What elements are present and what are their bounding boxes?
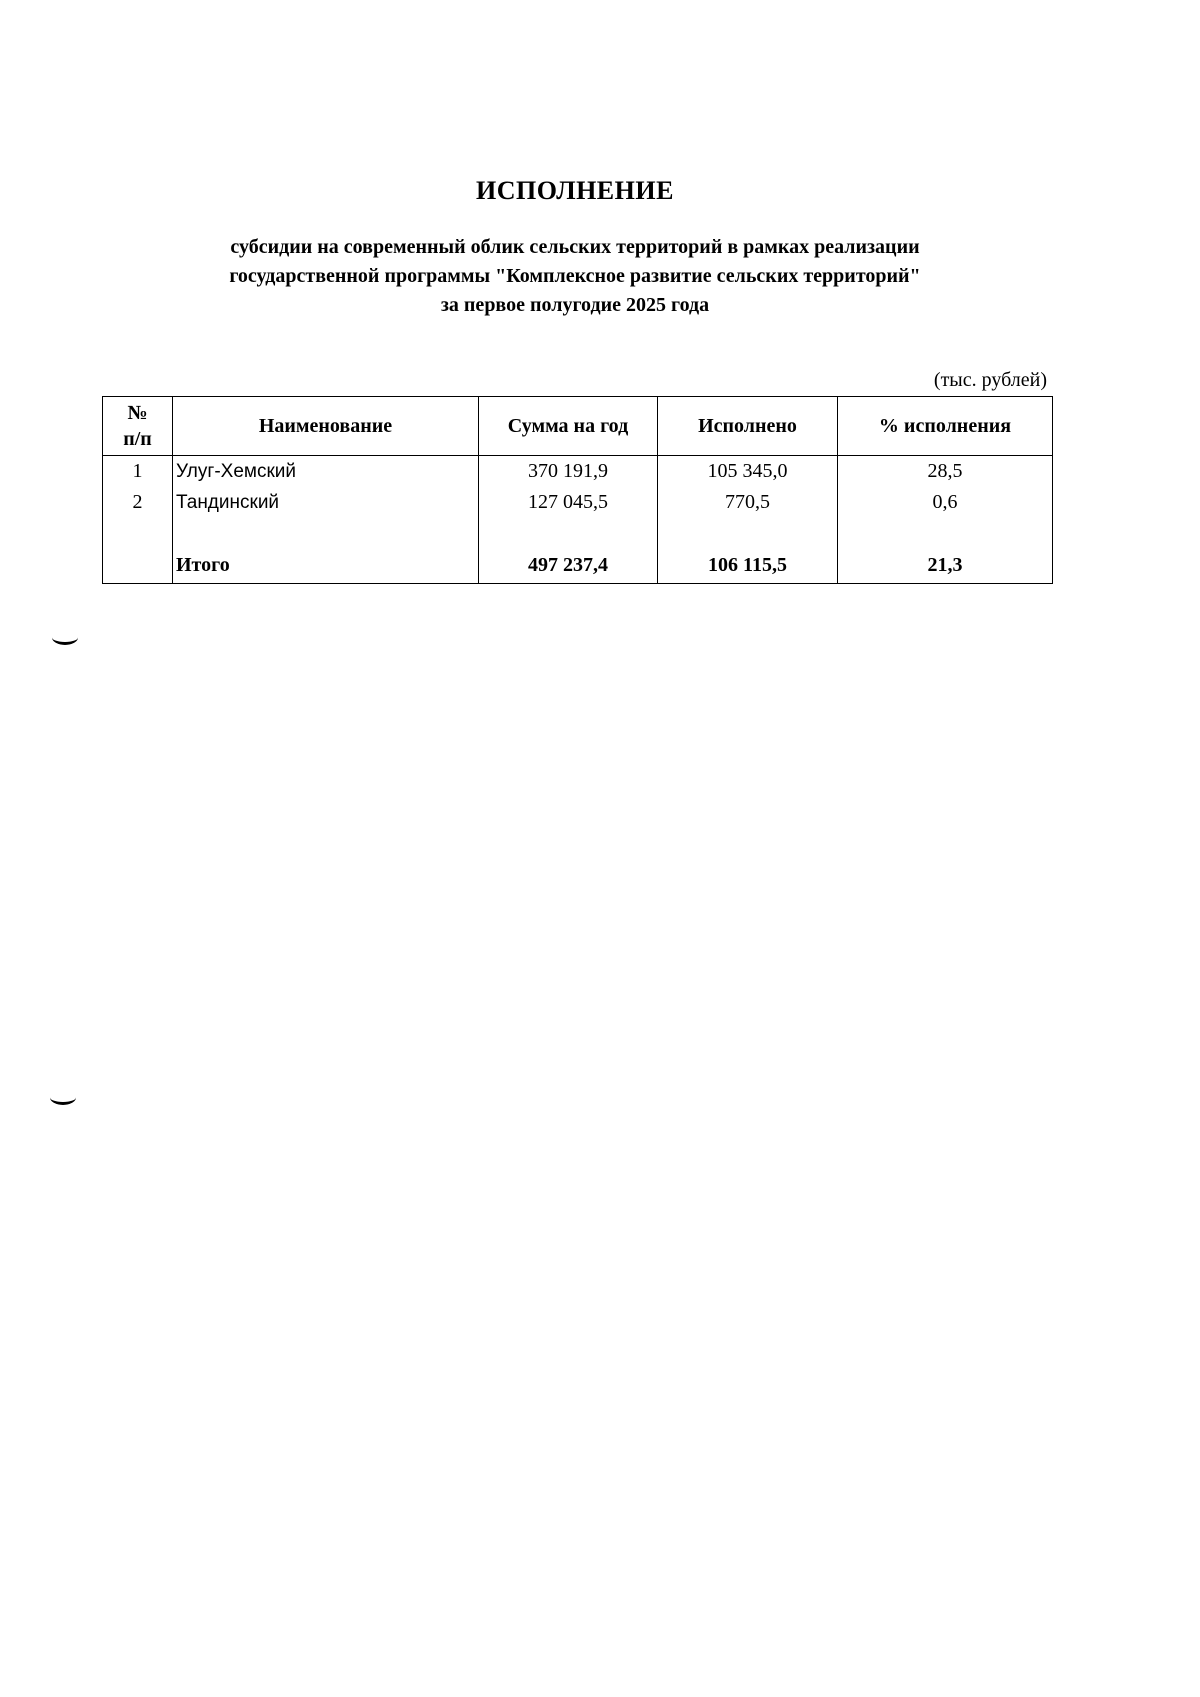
table-row <box>103 456 1053 488</box>
table-spacer-row <box>103 518 1053 548</box>
total-name: Итого <box>173 548 479 584</box>
header-year-sum: Сумма на год <box>479 397 658 456</box>
scan-mark <box>52 630 78 645</box>
total-done: 106 115,5 <box>658 548 838 584</box>
header-num-line2: п/п <box>123 428 152 450</box>
row-done: 105 345,0 <box>658 456 838 488</box>
row-pct: 0,6 <box>838 487 1053 518</box>
row-pct: 28,5 <box>838 456 1053 488</box>
document-title: ИСПОЛНЕНИЕ <box>476 176 674 205</box>
header-pct: % исполнения <box>838 397 1053 456</box>
header-done: Исполнено <box>658 397 838 456</box>
subtitle-line-2: государственной программы "Комплексное развитие сельских территорий" <box>229 265 921 287</box>
table-header-row <box>103 397 1053 456</box>
execution-table <box>102 396 1053 584</box>
table-row <box>103 487 1053 518</box>
subtitle-line-1: субсидии на современный облик сельских территорий в рамках реализации <box>230 236 920 258</box>
row-name: Улуг-Хемский <box>173 456 479 488</box>
row-name: Тандинский <box>173 487 479 518</box>
row-num: 1 <box>103 456 173 488</box>
scan-mark <box>50 1090 76 1105</box>
subtitle-line-3: за первое полугодие 2025 года <box>440 294 710 316</box>
header-num <box>103 397 173 456</box>
header-num-line1: № <box>127 402 148 424</box>
row-year-sum: 127 045,5 <box>479 487 658 518</box>
document-subtitle <box>0 233 1150 320</box>
unit-note: (тыс. рублей) <box>933 369 1047 391</box>
row-done: 770,5 <box>658 487 838 518</box>
table-total-row <box>103 548 1053 584</box>
row-year-sum: 370 191,9 <box>479 456 658 488</box>
total-num <box>103 548 173 584</box>
header-name: Наименование <box>173 397 479 456</box>
row-num: 2 <box>103 487 173 518</box>
total-pct: 21,3 <box>838 548 1053 584</box>
total-year-sum: 497 237,4 <box>479 548 658 584</box>
